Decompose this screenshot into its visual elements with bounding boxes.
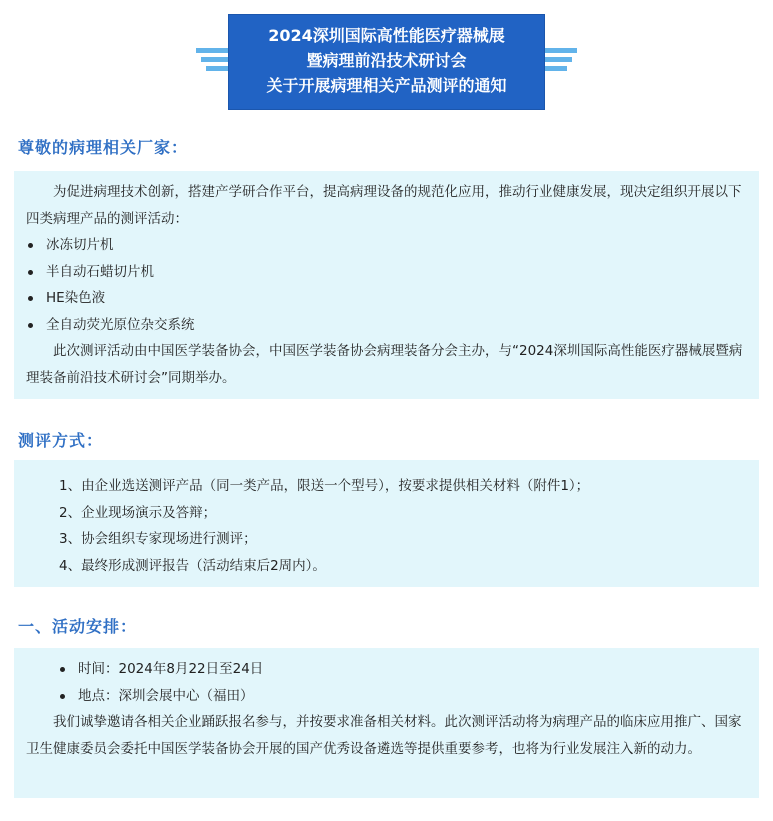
section-heading-schedule: 一、活动安排： <box>18 617 138 636</box>
schedule-details-list <box>14 656 759 709</box>
banner-title-line-3: 关于开展病理相关产品测评的通知 <box>266 76 507 95</box>
banner-title-line-2: 暨病理前沿技术研讨会 <box>306 51 467 70</box>
schedule-paragraph: 我们诚挚邀请各相关企业踊跃报名参与，并按要求准备相关材料。此次测评活动将为病理产品的临床应用推广、国家卫生健康委员会委托中国医学装备协会开展的国产优秀设备遴选等提供重要参考，也将为行业发展注入新的动力。 <box>26 714 742 757</box>
closing-paragraph: 此次测评活动由中国医学装备协会，中国医学装备协会病理装备分会主办，与“2024深圳国际高性能医疗器械展暨病理装备前沿技术研讨会”同期举办。 <box>26 343 743 386</box>
section-panel-schedule <box>14 648 759 798</box>
list-item: 4、最终形成测评报告（活动结束后2周内）。 <box>59 557 326 574</box>
banner-title-box <box>228 14 545 110</box>
banner-left-wing-decoration <box>196 48 228 78</box>
section-panel-method <box>14 460 759 587</box>
section-panel-intro <box>14 171 759 399</box>
list-item: 3、协会组织专家现场进行测评； <box>59 531 257 547</box>
list-item: 冰冻切片机 <box>26 232 759 259</box>
method-steps-list <box>14 473 759 579</box>
banner-right-wing-decoration <box>545 48 577 78</box>
list-item: HE染色液 <box>26 285 759 312</box>
list-item: 半自动石蜡切片机 <box>26 259 759 286</box>
title-banner <box>0 0 773 120</box>
intro-paragraph: 为促进病理技术创新，搭建产学研合作平台，提高病理设备的规范化应用，推动行业健康发展，现决定组织开展以下四类病理产品的测评活动： <box>26 184 742 227</box>
list-item: 全自动荧光原位杂交系统 <box>26 312 759 339</box>
list-item: 时间：2024年8月22日至24日 <box>58 656 759 683</box>
product-list <box>14 232 759 338</box>
list-item: 地点：深圳会展中心（福田） <box>58 683 759 710</box>
list-item: 2、企业现场演示及答辩； <box>59 504 217 521</box>
list-item: 1、由企业选送测评产品（同一类产品，限送一个型号），按要求提供相关材料（附件1）； <box>59 478 590 494</box>
section-heading-greeting: 尊敬的病理相关厂家： <box>18 138 189 157</box>
section-heading-method: 测评方式： <box>18 431 104 450</box>
banner-title-line-1: 2024深圳国际高性能医疗器械展 <box>268 26 505 45</box>
